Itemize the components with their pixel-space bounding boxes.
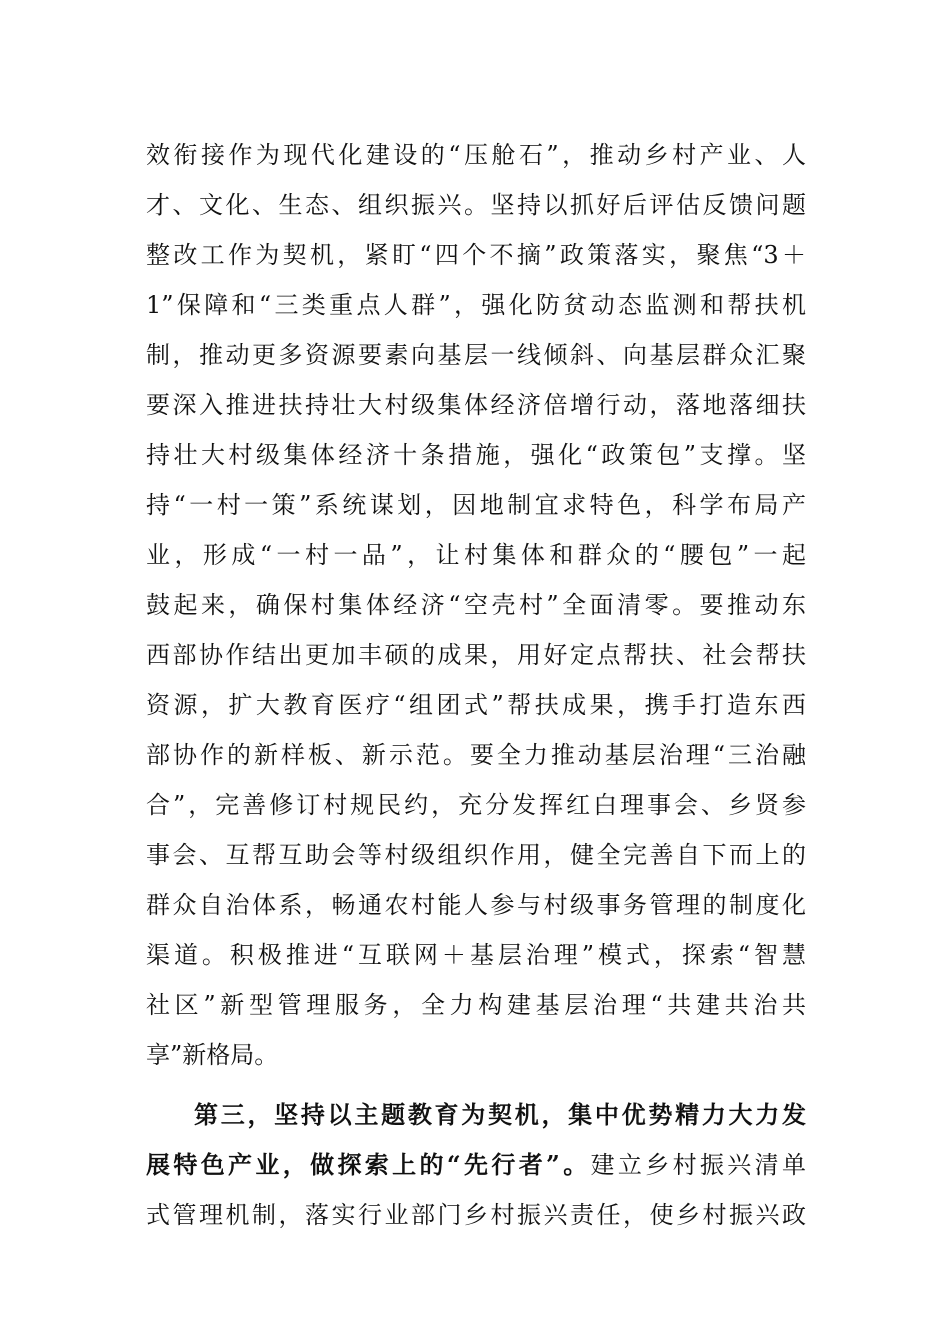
text-line: 社区”新型管理服务，全力构建基层治理“共建共治共 <box>146 991 806 1019</box>
text-line: 要深入推进扶持壮大村级集体经济倍增行动，落地落细扶 <box>146 391 806 419</box>
section-heading-end: 展特色产业，做探索上的“先行者”。 <box>146 1150 591 1179</box>
text-line: 享”新格局。 <box>146 1041 279 1069</box>
text-line: 制，推动更多资源要素向基层一线倾斜、向基层群众汇聚 <box>146 341 806 369</box>
text-line: 群众自治体系，畅通农村能人参与村级事务管理的制度化 <box>146 891 806 919</box>
text-line: 西部协作结出更加丰硕的成果，用好定点帮扶、社会帮扶 <box>146 641 806 669</box>
text-line: 1”保障和“三类重点人群”，强化防贫动态监测和帮扶机 <box>146 291 806 319</box>
text-line: 渠道。积极推进“互联网＋基层治理”模式，探索“智慧 <box>146 941 806 969</box>
mixed-text-line <box>146 1140 806 1190</box>
text-line: 效衔接作为现代化建设的“压舱石”，推动乡村产业、人 <box>146 141 806 169</box>
text-line: 资源，扩大教育医疗“组团式”帮扶成果，携手打造东西 <box>146 691 806 719</box>
text-line: 才、文化、生态、组织振兴。坚持以抓好后评估反馈问题 <box>146 191 806 219</box>
text-segment: 建立乡村振兴清单 <box>590 1151 807 1179</box>
text-line: 事会、互帮互助会等村级组织作用，健全完善自下而上的 <box>146 841 806 869</box>
text-line: 持壮大村级集体经济十条措施，强化“政策包”支撑。坚 <box>146 441 806 469</box>
text-line: 持“一村一策”系统谋划，因地制宜求特色，科学布局产 <box>146 491 806 519</box>
text-line: 部协作的新样板、新示范。要全力推动基层治理“三治融 <box>146 741 806 769</box>
section-heading-line: 第三，坚持以主题教育为契机，集中优势精力大力发 <box>194 1100 806 1129</box>
text-line: 式管理机制，落实行业部门乡村振兴责任，使乡村振兴政 <box>146 1201 806 1229</box>
text-line: 鼓起来，确保村集体经济“空壳村”全面清零。要推动东 <box>146 591 806 619</box>
text-line: 合”，完善修订村规民约，充分发挥红白理事会、乡贤参 <box>146 791 806 819</box>
text-line: 业，形成“一村一品”，让村集体和群众的“腰包”一起 <box>146 541 806 569</box>
text-line: 整改工作为契机，紧盯“四个不摘”政策落实，聚焦“3＋ <box>146 241 806 269</box>
